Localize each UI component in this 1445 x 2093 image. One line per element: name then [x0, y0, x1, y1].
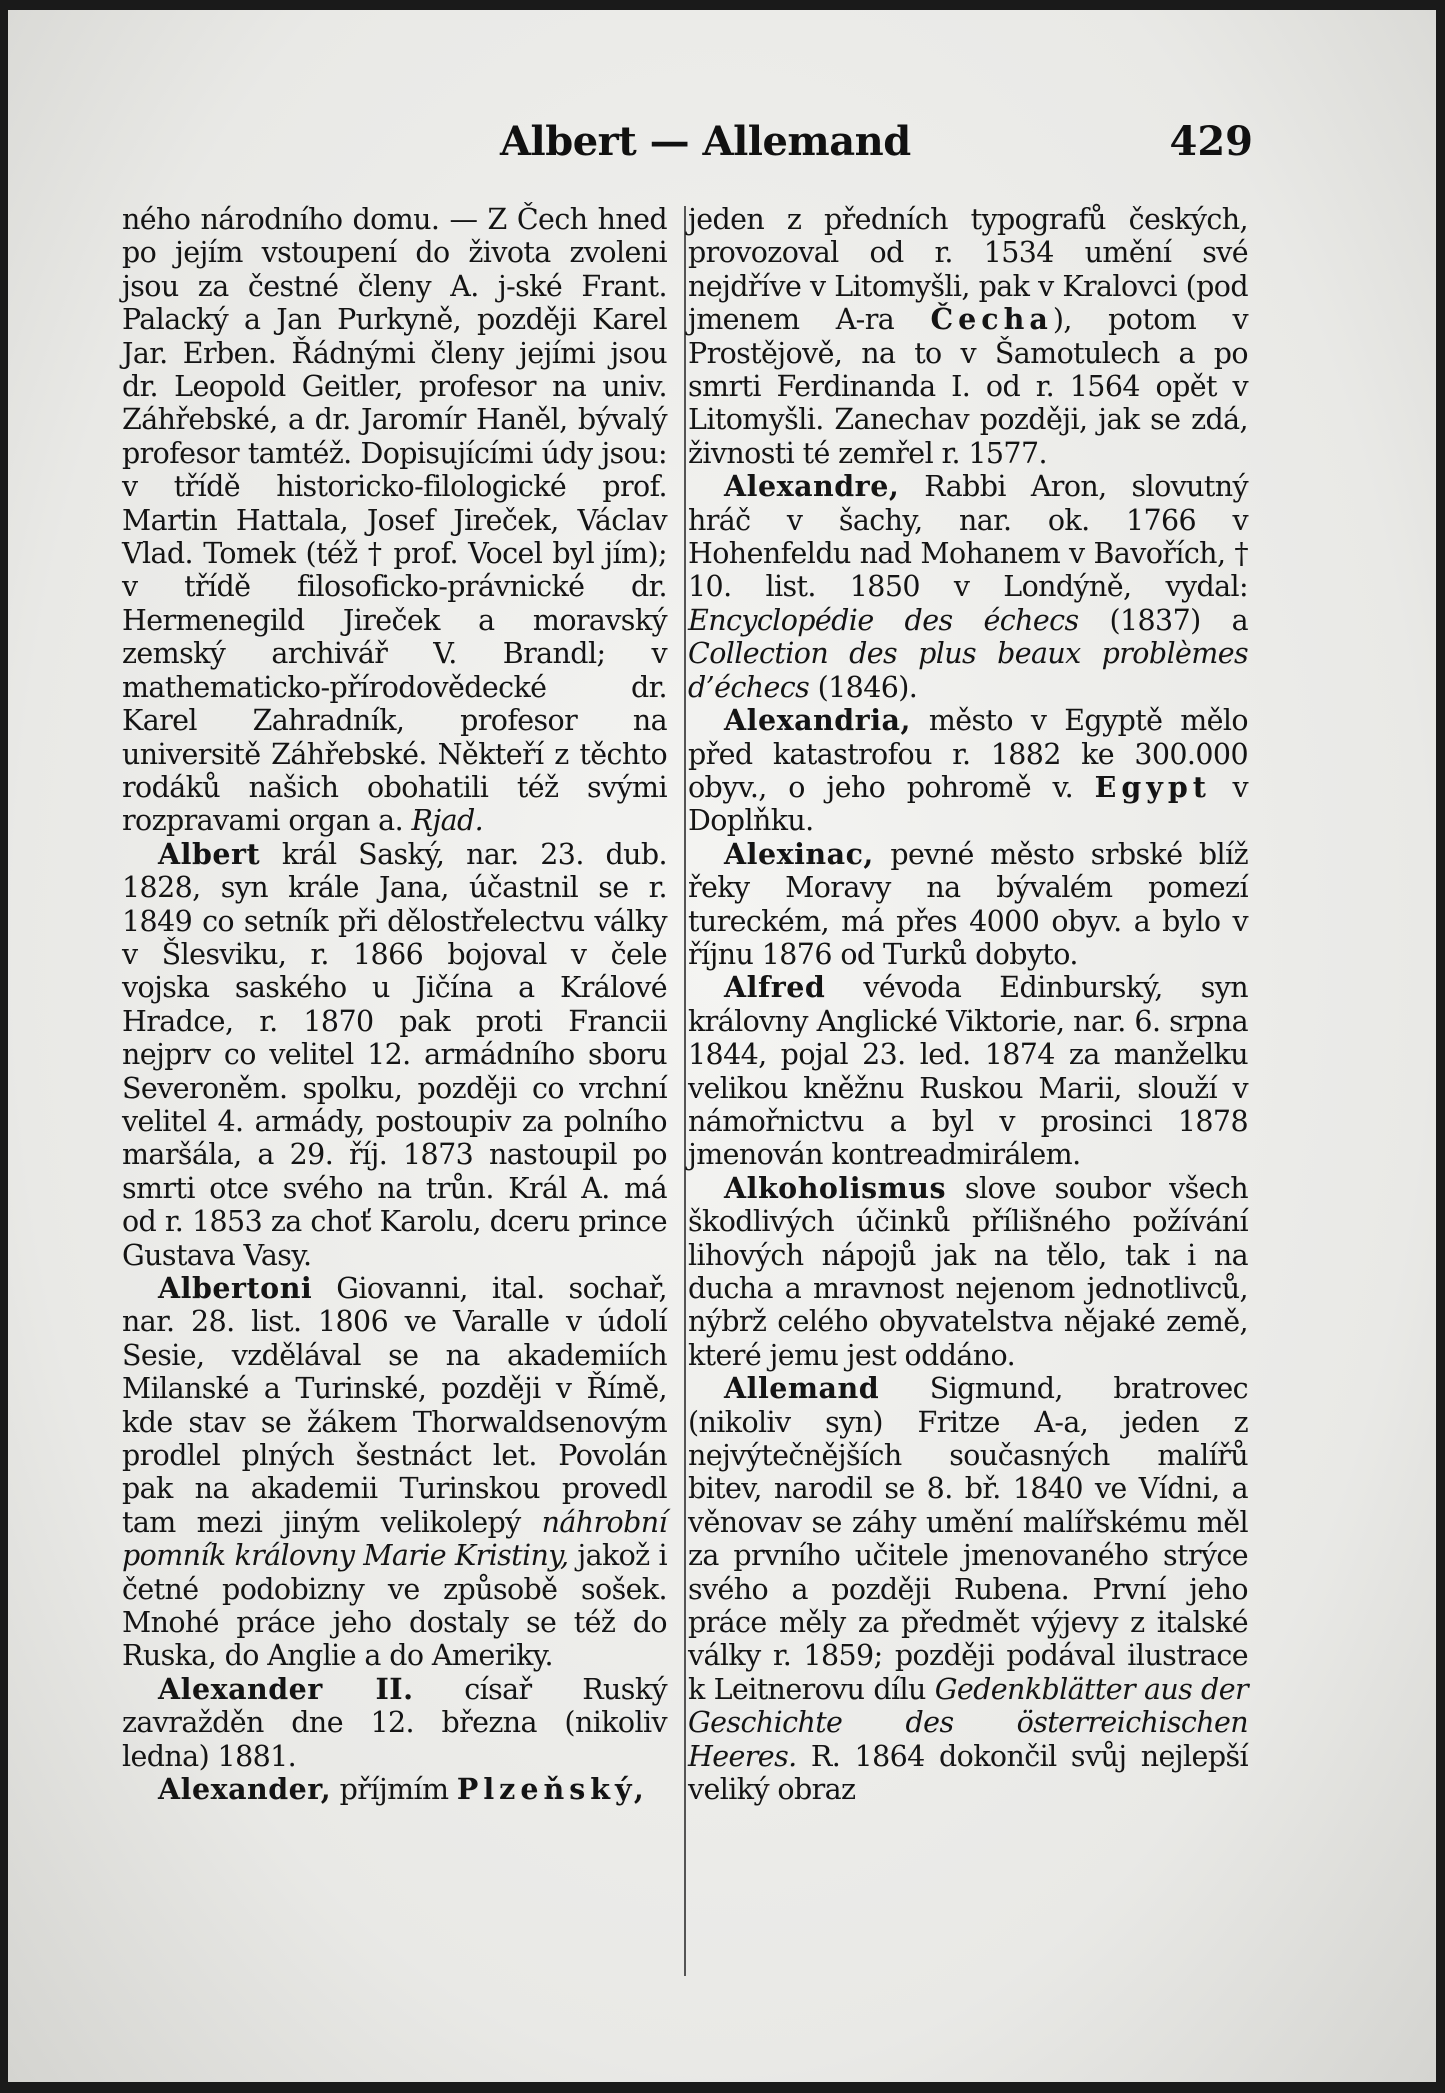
entry-continuation: [688, 203, 1248, 470]
entry-alfred: [688, 971, 1248, 1171]
entry-italic: Collection des plus beaux problèmes d’échecs: [688, 637, 1248, 704]
entry-text: město v Egyptě mělo před katastrofou r. 1882 ke 300.000 obyv., o jeho pohromě v.: [688, 704, 1248, 804]
entry-text: (1846).: [817, 670, 918, 704]
entry-italic: Rjad.: [411, 804, 484, 838]
entry-albertoni: [122, 1272, 667, 1673]
entry-text: příjmím: [339, 1773, 449, 1807]
entry-text: jeden z předních typografů českých, provozoval od r. 1534 umění své nejdříve v Litomyšli, pak v Kralovci (pod jmenem A-ra: [688, 203, 1248, 337]
entry-text: pevné město srbské blíž řeky Moravy na bývalém pomezí tureckém, má přes 4000 obyv. a bylo v říjnu 1876 od Turků dobyto.: [688, 837, 1248, 971]
entry-alexandria: [688, 704, 1248, 838]
entry-continuation: [122, 203, 667, 838]
entry-alexinac: [688, 838, 1248, 972]
entry-text: R. 1864 dokončil svůj nejlepší veliký obraz: [688, 1739, 1248, 1807]
headword: Alexandria,: [724, 703, 911, 738]
spaced-name: Egypt: [1094, 769, 1211, 804]
entry-text: ), potom v Prostějově, na to v Šamotulech a po smrti Ferdinanda I. od r. 1564 opět v Litomyšli. Zanechav později, jak se zdá, živnosti té zemřel r. 1577.: [688, 303, 1248, 470]
entry-allemand: [688, 1372, 1248, 1806]
entry-alkoholismus: [688, 1172, 1248, 1372]
headword: Alexinac,: [724, 836, 874, 871]
entry-text: Sigmund, bratrovec (nikoliv syn) Fritze A-a, jeden z nejvýtečnějších současných malířů bitev, narodil se 8. bř. 1840 ve Vídni, a věnovav se záhy umění malířskému měl za prvního učitele jmenovaného strýce svého a později Rubena. První jeho práce měly za předmět výjevy z italské války r. 1859; později podával ilustrace k Leitnerovu dílu: [688, 1372, 1248, 1706]
entry-alexandre: [688, 470, 1248, 704]
spaced-name: Plzeňský,: [456, 1772, 649, 1807]
entry-text: ného národního domu. — Z Čech hned po jejím vstoupení do života zvoleni jsou za čestné členy A. j-ské Frant. Palacký a Jan Purkyně, později Karel Jar. Erben. Řádnými členy jejími jsou dr. Leopold Geitler, profesor na univ. Záhřebské, a dr. Jaromír Haněl, bývalý profesor tamtéž. Dopisujícími údy jsou: v třídě historicko-filologické prof. Martin Hattala, Josef Jireček, Václav Vlad. Tomek (též † prof. Vocel byl jím); v třídě filosoficko-právnické dr. Hermenegild Jireček a moravský zemský archivář V. Brandl; v mathematicko-přírodovědecké dr. Karel Zahradník, profesor na universitě Záhřebské. Někteří z těchto rodáků našich obohatili též svými rozpravami organ a.: [122, 203, 667, 838]
entry-text: vévoda Edinburský, syn královny Anglické Viktorie, nar. 6. srpna 1844, pojal 23. led. 1874 za manželku velikou kněžnu Ruskou Marii, slouží v námořnictvu a byl v prosinci 1878 jmenován kontreadmirálem.: [688, 971, 1248, 1172]
headword: Alexander II.: [158, 1671, 414, 1706]
headword: Alexandre,: [724, 469, 900, 504]
entry-text: (1837) a: [1109, 603, 1248, 637]
headword: Alkoholismus: [724, 1170, 947, 1205]
entry-text: jakož i četné podobizny ve způsobě sošek. Mnohé práce jeho dostaly se též do Ruska, do Anglie a do Ameriky.: [122, 1539, 667, 1673]
entry-italic: Gedenkblätter aus der Geschichte des österreichischen Heeres.: [688, 1672, 1248, 1773]
spaced-name: Čecha: [930, 302, 1053, 337]
entry-alexander-ii: [122, 1673, 667, 1773]
right-column: [688, 203, 1248, 1807]
headword: Albert: [158, 836, 261, 871]
headword: Alfred: [724, 970, 826, 1005]
entry-alexander: [122, 1773, 667, 1806]
column-divider: [684, 206, 686, 1976]
entry-text: Giovanni, ital. sochař, nar. 28. list. 1806 ve Varalle v údolí Sesie, vzdělával se na akademiích Milanské a Turinské, později v Římě, kde stav se žákem Thorwaldsenovým prodlel plných šestnáct let. Povolán pak na akademii Turinskou provedl tam mezi jiným velikolepý: [122, 1272, 667, 1539]
left-column: [122, 203, 667, 1807]
entry-text: v Doplňku.: [688, 770, 1248, 838]
entry-text: Rabbi Aron, slovutný hráč v šachy, nar. ok. 1766 v Hohenfeldu nad Mohanem v Bavořích, † 10. list. 1850 v Londýně, vydal:: [688, 470, 1248, 604]
headword: Albertoni: [158, 1271, 313, 1305]
entry-text: slove soubor všech škodlivých účinků přílišného požívání lihových nápojů jak na tělo, tak i na ducha a mravnost nejenom jednotlivců, nýbrž celého obyvatelstva nějaké země, které jemu jest oddáno.: [688, 1171, 1248, 1372]
entry-albert: [122, 838, 667, 1272]
entry-italic: náhrobní pomník královny Marie Kristiny,: [122, 1505, 667, 1573]
running-head: [128, 118, 1253, 168]
running-title: Albert — Allemand: [500, 118, 911, 165]
book-page: [8, 10, 1436, 2082]
entry-text: král Saský, nar. 23. dub. 1828, syn krále Jana, účastnil se r. 1849 co setník při dělostřelectvu války v Šlesviku, r. 1866 bojoval v čele vojska saského u Jičína a Králové Hradce, r. 1870 pak proti Francii nejprv co velitel 12. armádního sboru Severoněm. spolku, později co vrchní velitel 4. armády, postoupiv za polního maršála, a 29. říj. 1873 nastoupil po smrti otce svého na trůn. Král A. má od r. 1853 za choť Karolu, dceru prince Gustava Vasy.: [122, 837, 667, 1272]
entry-italic: Encyclopédie des échecs: [688, 603, 1079, 637]
headword: Allemand: [724, 1371, 880, 1406]
entry-text: císař Ruský zavražděn dne 12. března (nikoliv ledna) 1881.: [122, 1672, 668, 1773]
page-number: 429: [1169, 118, 1253, 165]
headword: Alexander,: [158, 1772, 332, 1807]
